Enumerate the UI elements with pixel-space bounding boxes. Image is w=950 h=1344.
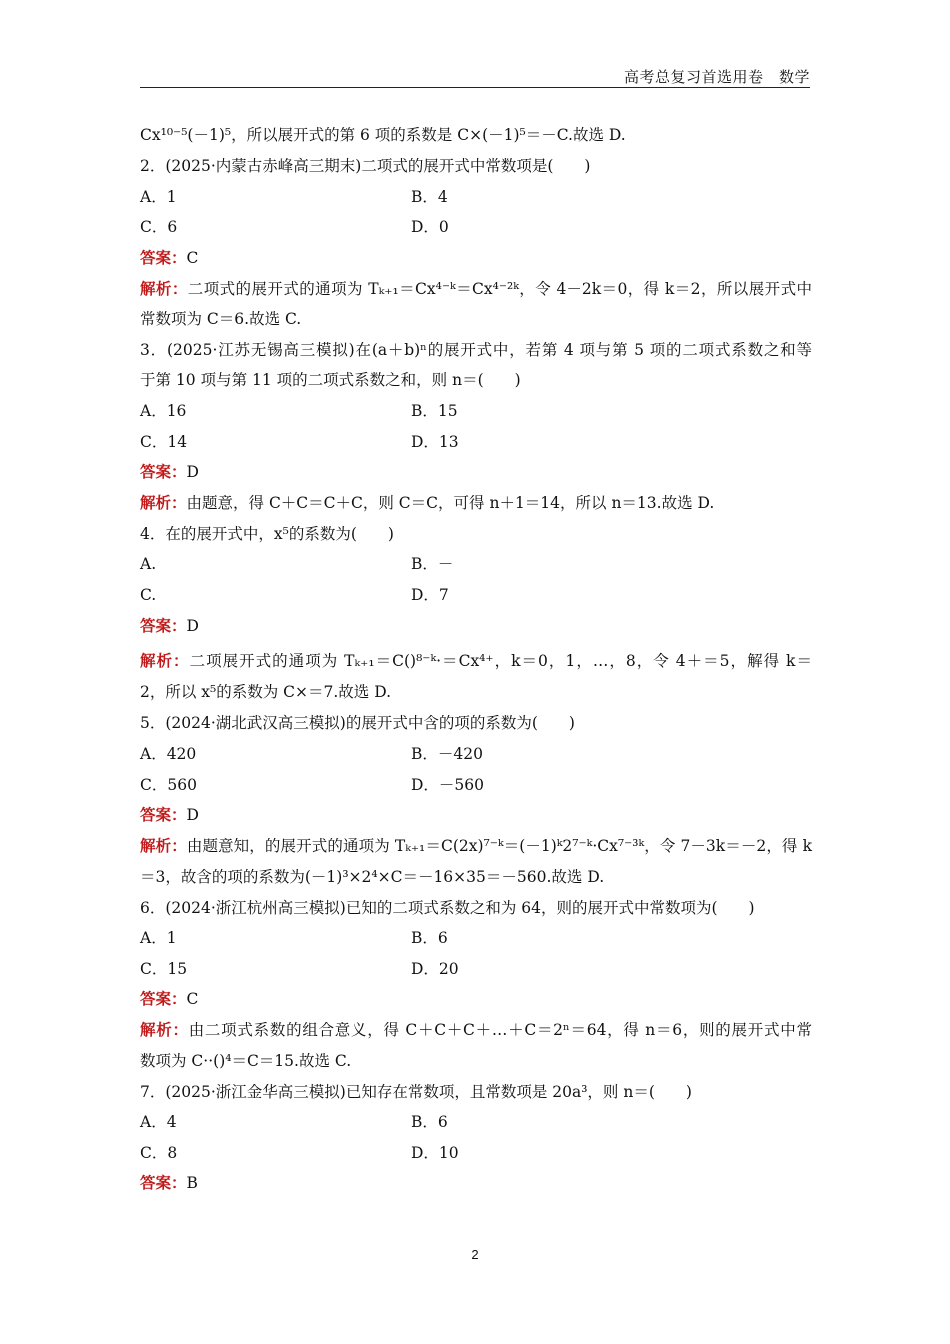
option-d: D．0 — [411, 218, 449, 236]
answer-label: 答案： — [140, 616, 187, 635]
option-b: B．4 — [411, 188, 448, 206]
analysis-label: 解析： — [140, 651, 190, 670]
answer-label: 答案： — [140, 989, 187, 1008]
analysis-continuation: 常数项为 C＝6.故选 C. — [140, 310, 302, 328]
analysis-line — [140, 650, 812, 672]
answer-label: 答案： — [140, 805, 187, 824]
option-a: A．4 — [140, 1113, 177, 1131]
analysis-label: 解析： — [140, 1020, 189, 1039]
option-b: B．－ — [411, 555, 454, 573]
analysis-text: 由题意，得 C＋C＝C＋C，则 C＝C，可得 n＋1＝14，所以 n＝13.故选 D. — [186, 494, 715, 512]
analysis-continuation: 2，所以 x⁵的系数为 C×＝7.故选 D. — [140, 683, 392, 701]
page-number: 2 — [471, 1247, 479, 1262]
answer-line — [140, 804, 812, 826]
analysis-label: 解析： — [140, 493, 187, 512]
option-a: A. — [140, 555, 157, 573]
option-c: C．15 — [140, 960, 188, 978]
answer-line — [140, 988, 812, 1010]
analysis-text: 二项展开式的通项为 Tₖ₊₁＝C()⁸⁻ᵏ·＝Cx⁴⁺，k＝0，1，…，8，令 4＋＝5，解得 k＝ — [189, 652, 812, 670]
answer-line — [140, 1172, 812, 1194]
header-divider — [140, 87, 810, 88]
analysis-text: 由题意知，的展开式的通项为 Tₖ₊₁＝C(2x)⁷⁻ᵏ＝(－1)ᵏ2⁷⁻ᵏ·Cx⁷⁻³ᵏ，令 7－3k＝－2，得 k — [186, 837, 812, 855]
answer-value: D — [186, 806, 199, 824]
analysis-continuation: ＝3，故含的项的系数为(－1)³×2⁴×C＝－16×35＝－560.故选 D. — [140, 868, 605, 886]
option-c: C．560 — [140, 776, 197, 794]
analysis-label: 解析： — [140, 836, 187, 855]
question-3-continuation: 于第 10 项与第 11 项的二项式系数之和，则 n＝( ) — [140, 371, 521, 389]
option-c: C．6 — [140, 218, 178, 236]
option-d: D．10 — [411, 1144, 459, 1162]
question-6: 6．(2024·浙江杭州高三模拟)已知的二项式系数之和为 64，则的展开式中常数项为( ) — [140, 899, 755, 917]
option-d: D．－560 — [411, 776, 485, 794]
answer-value: C — [186, 990, 199, 1008]
analysis-line — [140, 835, 812, 857]
option-a: A．16 — [140, 402, 187, 420]
option-b: B．6 — [411, 1113, 448, 1131]
option-a: A．420 — [140, 745, 197, 763]
answer-value: D — [186, 617, 199, 635]
option-a: A．1 — [140, 929, 177, 947]
answer-label: 答案： — [140, 1173, 187, 1192]
analysis-continuation: 数项为 C··()⁴＝C＝15.故选 C. — [140, 1052, 352, 1070]
option-c: C．14 — [140, 433, 188, 451]
option-b: B．－420 — [411, 745, 483, 763]
option-b: B．15 — [411, 402, 458, 420]
analysis-label: 解析： — [140, 279, 188, 298]
analysis-line — [140, 492, 812, 514]
question-4: 4．在的展开式中，x⁵的系数为( ) — [140, 525, 394, 543]
option-d: D．20 — [411, 960, 459, 978]
answer-line — [140, 615, 812, 637]
option-c: C. — [140, 586, 157, 604]
text-line: Cx¹⁰⁻⁵(－1)⁵，所以展开式的第 6 项的系数是 C×(－1)⁵＝－C.故选 D. — [140, 126, 626, 144]
analysis-line — [140, 278, 812, 300]
answer-line — [140, 247, 812, 269]
option-c: C．8 — [140, 1144, 178, 1162]
analysis-text: 由二项式系数的组合意义，得 C＋C＋C＋…＋C＝2ⁿ＝64，得 n＝6，则的展开式中常 — [188, 1021, 812, 1039]
page-header-title: 高考总复习首选用卷 数学 — [623, 68, 810, 86]
question-5: 5．(2024·湖北武汉高三模拟)的展开式中含的项的系数为( ) — [140, 714, 575, 732]
answer-label: 答案： — [140, 248, 187, 267]
option-d: D．7 — [411, 586, 449, 604]
option-d: D．13 — [411, 433, 459, 451]
analysis-text: 二项式的展开式的通项为 Tₖ₊₁＝Cx⁴⁻ᵏ＝Cx⁴⁻²ᵏ，令 4－2k＝0，得 k＝2，所以展开式中 — [187, 280, 812, 298]
answer-value: D — [186, 463, 199, 481]
answer-line — [140, 461, 812, 483]
question-3: 3．(2025·江苏无锡高三模拟)在(a＋b)ⁿ的展开式中，若第 4 项与第 5 项的二项式系数之和等 — [140, 341, 812, 359]
analysis-line — [140, 1019, 812, 1041]
answer-label: 答案： — [140, 462, 187, 481]
answer-value: C — [186, 249, 199, 267]
question-2: 2．(2025·内蒙古赤峰高三期末)二项式的展开式中常数项是( ) — [140, 157, 591, 175]
answer-value: B — [186, 1174, 198, 1192]
question-7: 7．(2025·浙江金华高三模拟)已知存在常数项，且常数项是 20a³，则 n＝( ) — [140, 1083, 692, 1101]
option-b: B．6 — [411, 929, 448, 947]
option-a: A．1 — [140, 188, 177, 206]
